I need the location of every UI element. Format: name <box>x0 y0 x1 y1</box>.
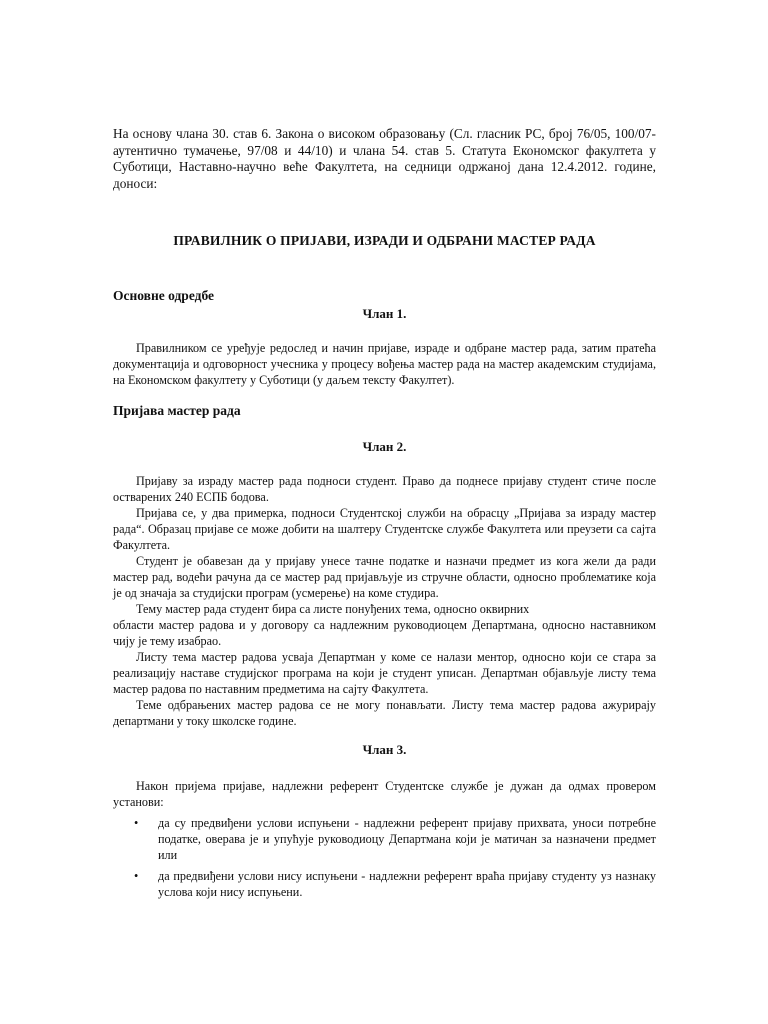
bullet-icon: • <box>134 816 139 830</box>
document-title: ПРАВИЛНИК О ПРИЈАВИ, ИЗРАДИ И ОДБРАНИ МАСТЕР РАДА <box>173 233 596 248</box>
bullet-icon: • <box>134 869 139 883</box>
article-2-paragraph-1: Пријаву за израду мастер рада подноси студент. Право да поднесе пријаву студент стиче после остварених 240 ЕСПБ бодова. <box>113 474 656 504</box>
article-3-heading: Члан 3. <box>362 742 407 757</box>
article-3-bullet-list <box>113 815 656 900</box>
section-heading-registration: Пријава мастер рада <box>113 403 241 418</box>
article-2-paragraph-2: Пријава се, у два примерка, подноси Студентској служби на обрасцу „Пријава за израду мастер рада“. Образац пријаве се може добити на шалтеру Студентске службе Факултета или преузети са сајта Факултета. <box>113 506 656 552</box>
bullet-text: да предвиђени услови нису испуњени - надлежни референт враћа пријаву студенту уз назнаку услова који нису испуњени. <box>158 869 656 899</box>
article-2-paragraph-4a: Тему мастер рада студент бира са листе понуђених тема, односно оквирних <box>136 602 530 616</box>
article-3-body <box>113 778 656 900</box>
article-2-paragraph-3: Студент је обавезан да у пријаву унесе тачне податке и назначи предмет из кога жели да ради мастер рад, водећи рачуна да се мастер рад пријављује из стручне области, односно проблематике која је од значаја за студијски програм (усмерење) на коме студира. <box>113 554 656 600</box>
article-1-body <box>113 340 656 388</box>
article-1-paragraph: Правилником се уређује редослед и начин пријаве, израде и одбране мастер рада, затим пратећа документација и одговорност учесника у процесу вођења мастер рада на мастер академским студијама, на Економском факултету у Суботици (у даљем тексту Факултет). <box>113 341 656 387</box>
article-2-paragraph-5: Листу тема мастер радова усваја Департман у коме се налази ментор, односно који се стара за реализацију наставе студијског програма на који је студент уписан. Департман објављује листу тема мастер радова по наставним предметима на сајту Факултета. <box>113 650 656 696</box>
article-2-body <box>113 473 656 729</box>
bullet-text: да су предвиђени услови испуњени - надлежни референт пријаву прихвата, уноси потребне податке, оверава је и упућује руководиоцу Департмана који је матичан за назначени предмет или <box>158 816 656 862</box>
article-1-heading: Члан 1. <box>362 306 407 321</box>
preamble-paragraph: На основу члана 30. став 6. Закона о високом образовању (Сл. гласник РС, број 76/05, 100/07-аутентично тумачење, 97/08 и 44/10) и члана 54. став 5. Статута Економског факултета у Суботици, Наставно-научно веће Факултета, на седници одржаној дана 12.4.2012. године, доноси: <box>113 126 656 191</box>
article-2-paragraph-6: Теме одбрањених мастер радова се не могу понављати. Листу тема мастер радова ажурирају департмани у току школске године. <box>113 698 656 728</box>
article-2-paragraph-4b: области мастер радова и у договору са надлежним руководиоцем Департмана, односно наставником чију је тему изабрао. <box>113 618 656 648</box>
article-3-paragraph-1: Након пријема пријаве, надлежни референт Студентске службе је дужан да одмах провером установи: <box>113 779 656 809</box>
section-heading-basic-provisions: Основне одредбе <box>113 288 215 303</box>
list-item <box>113 868 656 900</box>
list-item <box>113 815 656 863</box>
article-2-heading: Члан 2. <box>362 439 407 454</box>
